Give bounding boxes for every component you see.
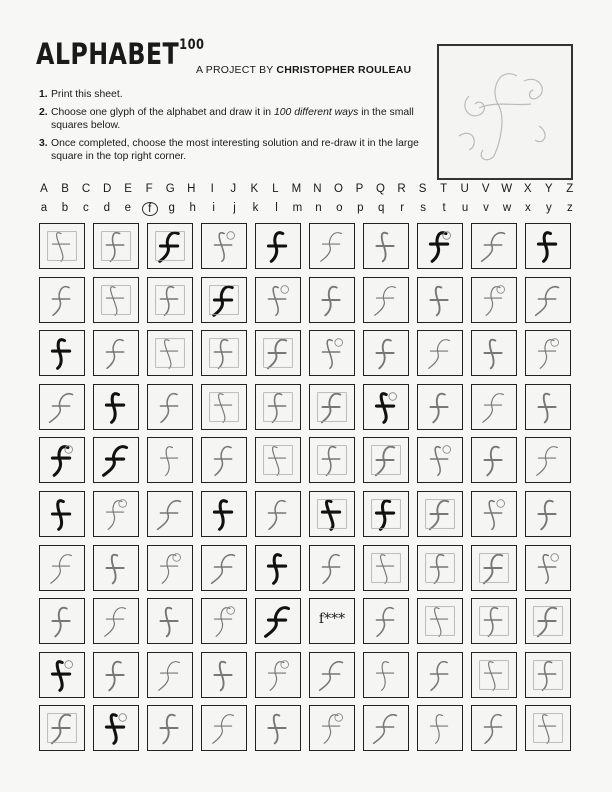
glyph-sketch (94, 385, 138, 429)
alphabet-letter-upper-x: X (523, 183, 532, 195)
glyph-cell (417, 223, 463, 269)
glyph-sketch (364, 438, 408, 482)
glyph-cell (93, 705, 139, 751)
glyph-cell (309, 437, 355, 483)
page-title: ALPHABET$^{100}$ (36, 37, 205, 71)
alphabet-letter-upper-q: Q (376, 183, 385, 195)
alphabet-letter-upper-p: P (355, 183, 364, 195)
glyph-cell (201, 223, 247, 269)
alphabet-letter-upper-s: S (418, 183, 427, 195)
glyph-cell (93, 330, 139, 376)
glyph-sketch (256, 331, 300, 375)
glyph-sketch (418, 385, 462, 429)
glyph-cell (471, 277, 517, 323)
glyph-sketch (40, 599, 84, 643)
glyph-sketch (94, 224, 138, 268)
glyph-sketch (418, 278, 462, 322)
glyph-cell (363, 384, 409, 430)
final-glyph-sketch (439, 46, 571, 178)
alphabet-letter-upper-b: B (61, 183, 69, 195)
glyph-cell (201, 652, 247, 698)
glyph-sketch (472, 599, 516, 643)
glyph-sketch (418, 438, 462, 482)
alphabet-letter-upper-u: U (460, 183, 469, 195)
glyph-sketch (202, 599, 246, 643)
glyph-cell (93, 545, 139, 591)
glyph-cell (147, 652, 193, 698)
glyph-sketch (256, 385, 300, 429)
alphabet-letter-lower-c: c (83, 202, 89, 214)
alphabet-letter-upper-o: O (333, 183, 343, 195)
glyph-sketch (472, 653, 516, 697)
glyph-cell (147, 545, 193, 591)
alphabet-letter-lower-g: g (168, 202, 175, 214)
glyph-sketch (148, 331, 192, 375)
title-superscript: 100 (179, 37, 205, 53)
alphabet-letter-upper-i: I (210, 183, 214, 195)
glyph-sketch (202, 438, 246, 482)
glyph-cell (471, 598, 517, 644)
glyph-sketch (526, 438, 570, 482)
glyph-sketch (148, 385, 192, 429)
glyph-cell (417, 277, 463, 323)
subtitle: A PROJECT BY CHRISTOPHER ROULEAU (196, 64, 412, 76)
glyph-cell (201, 437, 247, 483)
alphabet-letter-upper-e: E (124, 183, 132, 195)
glyph-sketch (202, 706, 246, 750)
glyph-cell (255, 330, 301, 376)
glyph-cell (39, 437, 85, 483)
glyph-sketch (148, 224, 192, 268)
glyph-sketch (526, 653, 570, 697)
glyph-cell (363, 277, 409, 323)
alphabet-letter-upper-v: V (481, 183, 490, 195)
glyph-sketch (472, 706, 516, 750)
alphabet-letter-upper-f: F (145, 183, 153, 195)
glyph-sketch (418, 599, 462, 643)
glyph-sketch (256, 599, 300, 643)
alphabet-letter-lower-d: d (103, 202, 111, 214)
glyph-cell (147, 705, 193, 751)
glyph-sketch (256, 278, 300, 322)
glyph-cell (39, 330, 85, 376)
glyph-sketch (310, 492, 354, 536)
glyph-sketch (148, 492, 192, 536)
glyph-sketch (148, 438, 192, 482)
glyph-cell (39, 705, 85, 751)
alphabet-letter-lower-u: u (461, 202, 469, 214)
glyph-cell-text: f*** (318, 611, 346, 628)
alphabet-letter-upper-k: K (250, 183, 259, 195)
glyph-cell (309, 277, 355, 323)
glyph-cell (363, 491, 409, 537)
alphabet-letter-lower-k: k (252, 202, 259, 214)
glyph-cell (471, 437, 517, 483)
glyph-sketch (40, 224, 84, 268)
alphabet-letter-lower-r: r (400, 202, 405, 214)
glyph-cell (147, 598, 193, 644)
glyph-sketch (526, 331, 570, 375)
glyph-sketch (526, 706, 570, 750)
glyph-sketch (472, 438, 516, 482)
glyph-sketch (526, 385, 570, 429)
glyph-sketch (418, 331, 462, 375)
glyph-cell (147, 277, 193, 323)
glyph-cell (39, 384, 85, 430)
alphabet-letter-lower-q: q (378, 202, 385, 214)
glyph-sketch (310, 438, 354, 482)
alphabet-letter-lower-h: h (189, 202, 196, 214)
instructions-list (39, 88, 429, 168)
glyph-sketch (364, 706, 408, 750)
glyph-cell (525, 598, 571, 644)
glyph-sketch (148, 653, 192, 697)
drawing-grid (39, 223, 574, 755)
glyph-cell (147, 330, 193, 376)
glyph-cell (471, 545, 517, 591)
glyph-cell (417, 545, 463, 591)
glyph-cell (525, 491, 571, 537)
glyph-sketch (472, 546, 516, 590)
glyph-sketch (310, 331, 354, 375)
glyph-sketch (40, 653, 84, 697)
glyph-sketch (94, 492, 138, 536)
glyph-sketch (202, 653, 246, 697)
glyph-sketch (94, 546, 138, 590)
glyph-cell (201, 277, 247, 323)
glyph-cell (255, 384, 301, 430)
author-name: CHRISTOPHER ROULEAU (276, 64, 412, 76)
glyph-cell (363, 545, 409, 591)
alphabet-letter-lower-t: t (442, 202, 446, 214)
alphabet-letter-upper-j: J (230, 183, 237, 195)
glyph-cell (525, 437, 571, 483)
glyph-cell (201, 384, 247, 430)
glyph-cell (39, 545, 85, 591)
alphabet-letter-lower-p: p (357, 202, 364, 214)
glyph-sketch (418, 492, 462, 536)
glyph-cell (363, 330, 409, 376)
alphabet-letter-lower-x: x (525, 202, 531, 214)
glyph-cell (417, 330, 463, 376)
instruction-3: 3. Once completed, choose the most interesting solution and re-draw it in the large square in the top right corner. (39, 138, 419, 162)
glyph-cell (255, 545, 301, 591)
glyph-cell (39, 652, 85, 698)
glyph-cell (309, 705, 355, 751)
glyph-cell (93, 598, 139, 644)
glyph-sketch (40, 438, 84, 482)
glyph-cell (417, 652, 463, 698)
glyph-cell (417, 437, 463, 483)
glyph-cell (417, 384, 463, 430)
final-glyph-box (437, 44, 573, 180)
glyph-cell (363, 437, 409, 483)
glyph-cell (93, 223, 139, 269)
glyph-sketch (472, 224, 516, 268)
glyph-sketch (364, 278, 408, 322)
glyph-cell (93, 437, 139, 483)
glyph-sketch (310, 278, 354, 322)
glyph-sketch (364, 653, 408, 697)
glyph-cell (201, 598, 247, 644)
glyph-cell (147, 491, 193, 537)
alphabet-letter-lower-b: b (61, 202, 69, 214)
glyph-sketch (202, 224, 246, 268)
glyph-sketch (472, 278, 516, 322)
alphabet-letter-lower-e: e (124, 202, 132, 214)
glyph-cell (471, 652, 517, 698)
glyph-sketch (256, 224, 300, 268)
glyph-sketch (526, 599, 570, 643)
alphabet-letter-lower-o: o (336, 202, 343, 214)
glyph-cell (525, 545, 571, 591)
glyph-cell (363, 223, 409, 269)
glyph-cell (417, 598, 463, 644)
alphabet-letter-upper-m: M (291, 183, 302, 195)
glyph-sketch (202, 385, 246, 429)
alphabet-letter-lower-l: l (275, 202, 278, 214)
alphabet-letter-lower-n: n (315, 202, 322, 214)
glyph-sketch (256, 492, 300, 536)
glyph-cell (255, 598, 301, 644)
glyph-cell (255, 491, 301, 537)
glyph-sketch (418, 706, 462, 750)
alphabet-letter-lower-v: v (483, 202, 489, 214)
glyph-cell (93, 384, 139, 430)
glyph-sketch (40, 385, 84, 429)
instruction-1: 1. Print this sheet. (39, 89, 123, 100)
glyph-sketch (364, 492, 408, 536)
alphabet-letter-lower-i: i (212, 202, 215, 214)
glyph-sketch (256, 706, 300, 750)
glyph-cell (309, 223, 355, 269)
glyph-cell (525, 652, 571, 698)
glyph-sketch (418, 653, 462, 697)
glyph-sketch (526, 278, 570, 322)
alphabet-letter-lower-f: f (142, 202, 158, 216)
instruction-2: 2. Choose one glyph of the alphabet and draw it in 100 different ways in the small squares below. (39, 107, 414, 131)
glyph-sketch (202, 546, 246, 590)
glyph-cell (525, 384, 571, 430)
glyph-sketch (40, 331, 84, 375)
glyph-cell (309, 384, 355, 430)
glyph-cell (309, 491, 355, 537)
glyph-sketch (418, 224, 462, 268)
alphabet-letter-upper-h: H (187, 183, 196, 195)
glyph-sketch (472, 492, 516, 536)
glyph-cell (39, 491, 85, 537)
glyph-sketch (526, 546, 570, 590)
glyph-cell (525, 705, 571, 751)
glyph-cell (471, 223, 517, 269)
alphabet-letter-upper-g: G (165, 183, 175, 195)
glyph-cell (363, 598, 409, 644)
alphabet-letter-upper-z: Z (566, 183, 574, 195)
alphabet-letter-lower-w: w (502, 202, 512, 214)
glyph-cell (309, 330, 355, 376)
glyph-sketch (526, 492, 570, 536)
alphabet-letter-upper-d: D (102, 183, 112, 195)
glyph-sketch (418, 546, 462, 590)
glyph-sketch (310, 706, 354, 750)
glyph-cell (525, 223, 571, 269)
glyph-sketch (94, 653, 138, 697)
glyph-sketch (202, 492, 246, 536)
glyph-sketch (94, 599, 138, 643)
glyph-cell (39, 277, 85, 323)
glyph-cell (93, 491, 139, 537)
glyph-cell (201, 545, 247, 591)
alphabet-uppercase-row (37, 183, 577, 195)
glyph-sketch (148, 546, 192, 590)
glyph-sketch (256, 438, 300, 482)
glyph-cell (255, 652, 301, 698)
glyph-cell (201, 491, 247, 537)
glyph-cell (255, 223, 301, 269)
glyph-cell (471, 384, 517, 430)
alphabet-letter-lower-s: s (420, 202, 427, 214)
alphabet-letter-upper-l: L (272, 183, 279, 195)
glyph-cell (525, 330, 571, 376)
alphabet-letter-upper-r: R (397, 183, 406, 195)
glyph-cell (417, 491, 463, 537)
glyph-sketch (94, 438, 138, 482)
glyph-sketch (364, 331, 408, 375)
glyph-cell (147, 437, 193, 483)
glyph-sketch (40, 546, 84, 590)
glyph-cell (471, 705, 517, 751)
glyph-cell (417, 705, 463, 751)
glyph-cell (201, 705, 247, 751)
glyph-cell (93, 277, 139, 323)
glyph-cell (309, 598, 355, 644)
alphabet-letter-lower-m: m (292, 202, 303, 214)
glyph-cell (309, 545, 355, 591)
alphabet-letter-lower-j: j (233, 202, 236, 214)
glyph-sketch (202, 278, 246, 322)
glyph-sketch (364, 546, 408, 590)
glyph-sketch (148, 599, 192, 643)
glyph-cell (525, 277, 571, 323)
glyph-sketch (256, 546, 300, 590)
glyph-sketch (310, 224, 354, 268)
glyph-sketch (40, 278, 84, 322)
alphabet-letter-lower-z: z (566, 202, 573, 214)
alphabet-letter-lower-y: y (546, 202, 552, 214)
glyph-cell (201, 330, 247, 376)
glyph-cell (255, 277, 301, 323)
glyph-sketch (364, 385, 408, 429)
glyph-sketch (94, 706, 138, 750)
alphabet-lowercase-row (37, 202, 577, 216)
glyph-cell (93, 652, 139, 698)
glyph-sketch (310, 385, 354, 429)
glyph-sketch (364, 224, 408, 268)
glyph-cell (471, 330, 517, 376)
glyph-sketch (148, 278, 192, 322)
glyph-cell (471, 491, 517, 537)
glyph-sketch (472, 385, 516, 429)
glyph-sketch (526, 224, 570, 268)
glyph-cell (39, 598, 85, 644)
glyph-sketch (202, 331, 246, 375)
alphabet-letter-upper-n: N (313, 183, 322, 195)
glyph-cell (363, 652, 409, 698)
glyph-sketch (94, 331, 138, 375)
glyph-cell (309, 652, 355, 698)
glyph-cell (39, 223, 85, 269)
alphabet-letter-upper-t: T (440, 183, 448, 195)
glyph-sketch (40, 706, 84, 750)
alphabet-letter-upper-y: Y (544, 183, 553, 195)
glyph-sketch (364, 599, 408, 643)
glyph-cell (363, 705, 409, 751)
alphabet-letter-upper-w: W (501, 183, 513, 195)
glyph-sketch (40, 492, 84, 536)
glyph-sketch (310, 653, 354, 697)
glyph-sketch (94, 278, 138, 322)
alphabet-letter-lower-a: a (40, 202, 48, 214)
glyph-cell (255, 437, 301, 483)
glyph-sketch (310, 546, 354, 590)
glyph-cell (147, 384, 193, 430)
glyph-sketch (472, 331, 516, 375)
glyph-cell (255, 705, 301, 751)
alphabet-letter-upper-a: A (40, 183, 48, 195)
alphabet-letter-upper-c: C (81, 183, 91, 195)
glyph-sketch (256, 653, 300, 697)
glyph-sketch (148, 706, 192, 750)
glyph-cell (147, 223, 193, 269)
